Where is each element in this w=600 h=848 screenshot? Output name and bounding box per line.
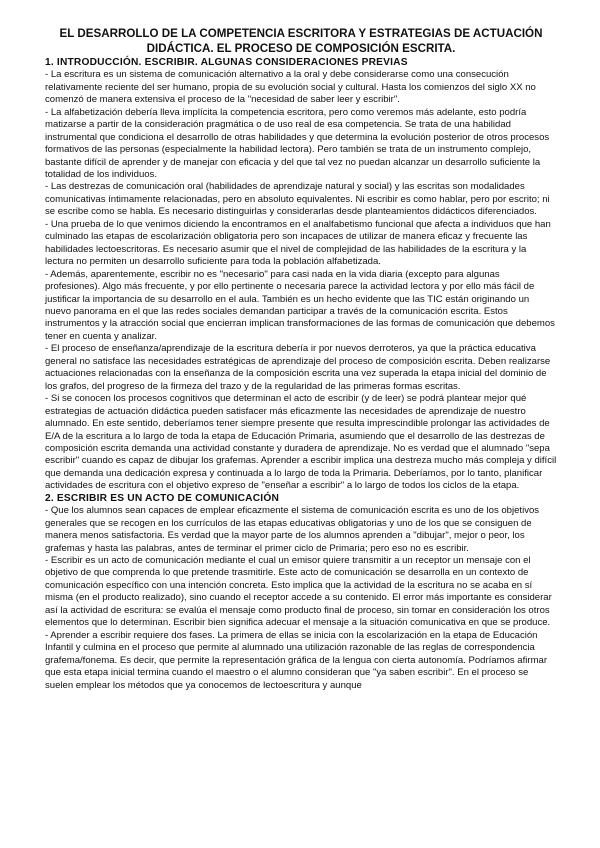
paragraph: - Las destrezas de comunicación oral (habilidades de aprendizaje natural y social) y las escritas son modalidades comunicativas íntimamente relacionadas, pero en absoluto equivalentes. Ni escribir es como hablar, pero por escrito; ni se escribe como se habla. Es necesario distinguirlas y considerarlas desde planteamientos didácticos diferenciados.: [45, 181, 550, 218]
paragraph: - Aprender a escribir requiere dos fases. La primera de ellas se inicia con la escolarización en la etapa de Educación Infantil y culmina en el proceso que permite al alumnado una utilización razonable de las reglas de correspondencia grafema/fonema. Es decir, que permite la representación gráfica de la lengua con cierta autonomía. Podríamos afirmar que esta etapa inicial termina cuando el maestro o el alumno consideran que "ya saben escribir". En el proceso se suelen emplear los métodos que ya conocemos de lectoescritura y aunque: [45, 629, 548, 691]
section-heading: 1. INTRODUCCIÓN. ESCRIBIR. ALGUNAS CONSIDERACIONES PREVIAS: [45, 57, 408, 68]
paragraph: - Si se conocen los procesos cognitivos que determinan el acto de escribir (y de leer) se podrá plantear mejor qué estrategias de actuación didáctica pueden satisfacer más eficazmente las necesidades de aprendizaje de nuestro alumnado. En este sentido, deberíamos tener siempre presente que resulta imprescindible prolongar las actividades de E/A de la escritura a lo largo de toda la etapa de Educación Primaria, asumiendo que el desarrollo de las destrezas de composición escrita demanda una actividad constante y duradera de aprendizaje. No es verdad que el alumnado "sepa escribir" cuando es capaz de dibujar los grafemas. Aprender a escribir implica una destreza mucho más compleja y difícil que demanda una dedicación expresa y continuada a lo largo de toda la Primaria. Deberíamos, por lo tanto, planificar actividades de escritura con el objetivo expreso de "enseñar a escribir" a lo largo de todos los ciclos de la etapa.: [45, 393, 557, 492]
paragraph: - Además, aparentemente, escribir no es "necesario" para casi nada en la vida diaria (excepto para algunas profesiones). Algo más frecuente, y por ello pertinente o necesaria parece la actividad lectora y por ello más fácil de justificar la importancia de su desarrollo en el aula. También es un hecho evidente que las TIC están originando un nuevo panorama en el que las redes sociales demandan participar a través de la comunicación escrita. Estos instrumentos y la atracción social que encierran implican transformaciones de las formas de comunicación que debemos tener en cuenta y analizar.: [45, 268, 555, 342]
paragraph: - La escritura es un sistema de comunicación alternativo a la oral y debe considerarse como una consecución relativamente reciente del ser humano, propia de su evolución social y cultural. Hasta los comienzos del siglo XX no comenzó de manera extensiva el proceso de la "necesidad de saber leer y escribir".: [45, 69, 536, 106]
paragraph: - Una prueba de lo que venimos diciendo la encontramos en el analfabetismo funcional que afecta a individuos que han culminado las etapas de escolarización obligatoria pero son incapaces de utilizar de manera eficaz y frecuente las habilidades lectoescritoras. Es necesario asumir que el nivel de complejidad de las habilidades de la escritura y la lectura no permiten un desarrollo suficiente para toda la población alfabetizada.: [45, 218, 551, 268]
paragraph: - Que los alumnos sean capaces de emplear eficazmente el sistema de comunicación escrita es uno de los objetivos generales que se recogen en los currículos de las etapas educativas obligatorias y uno de los que se consiguen de manera menos satisfactoria. Es verdad que la mayor parte de los alumnos aprenden a "dibujar", mejor o peor, los grafemas y hasta las palabras, antes de terminar el primer ciclo de Primaria; pero eso no es escribir.: [45, 505, 540, 554]
section-communication: [45, 493, 557, 692]
paragraph: - Escribir es un acto de comunicación mediante el cual un emisor quiere transmitir a un receptor un mensaje con el objetivo de que comprenda lo que pretende trasmitirle. Este acto de comunicación se desarrolla en un contexto de comunicación específico con una intención concreta. Esto implica que la actividad de la escritura no se acaba en sí misma (en el producto realizado), sino cuando el receptor accede a su contenido. El error más importante es considerar así la actividad de escritura: se evalúa el mensaje como producto final de proceso, sin tomar en consideración los otros elementos que lo determinan. Escribir bien significa adecuar el mensaje a la situación comunicativa en que se produce.: [45, 555, 552, 629]
section-heading: 2. ESCRIBIR ES UN ACTO DE COMUNICACIÓN: [45, 492, 280, 504]
document-title: EL DESARROLLO DE LA COMPETENCIA ESCRITORA Y ESTRATEGIAS DE ACTUACIÓN DIDÁCTICA. EL PROCESO DE COMPOSICIÓN ESCRITA.: [59, 27, 543, 55]
section-introduction: [45, 57, 557, 493]
paragraph: - La alfabetización debería lleva implícita la competencia escritora, pero como veremos más adelante, esto podría matizarse a partir de la consideración pragmática o de uso real de esa competencia. Se trata de una habilidad instrumental que condiciona el desarrollo de otras habilidades y que determina la evolución posterior de otros procesos formativos de las personas (especialmente la habilidad lectora). Pero también se trata de un instrumento complejo, bastante difícil de aprender y de manejar con eficacia y del que tal vez no puedan alcanzar un desarrollo suficiente la totalidad de los individuos.: [45, 106, 550, 181]
paragraph: - El proceso de enseñanza/aprendizaje de la escritura debería ir por nuevos derroteros, ya que la práctica educativa general no satisface las necesidades estratégicas de aprendizaje del proceso de composición escrita. Deben realizarse actuaciones relacionadas con la enseñanza de la composición escrita una vez superada la etapa inicial del dominio de los grafos, del progreso de la firmeza del trazo y de la regularidad de las primeras formas escritas.: [45, 343, 551, 392]
